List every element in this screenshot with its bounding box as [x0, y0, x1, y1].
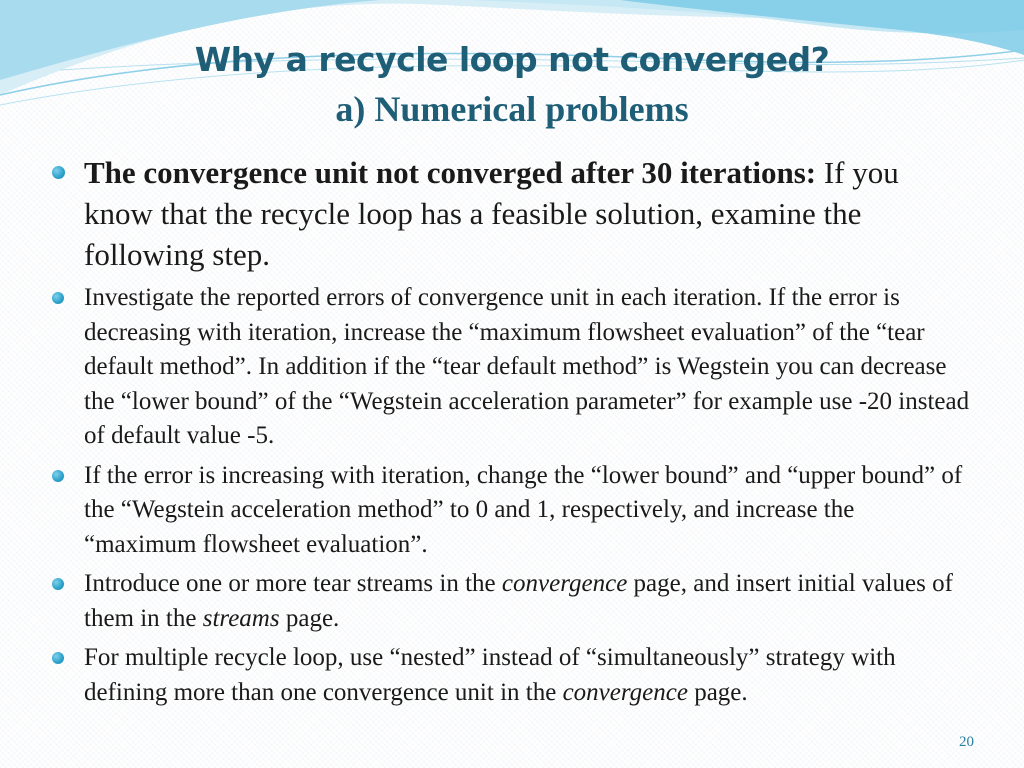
bullet-text: If the error is increasing with iteration, change the “lower bound” and “upper bound” of the “Wegstein acceleration method” to 0 and 1, respectively, and increase the “maximum flowsheet evaluation”. — [84, 461, 963, 558]
bullet-italic-text: convergence — [562, 678, 688, 706]
slide-title: Why a recycle loop not converged? — [194, 40, 830, 79]
bullet-dot-icon — [52, 652, 64, 664]
bullet-item — [52, 281, 972, 454]
bullet-item — [52, 641, 972, 710]
bullet-text: If you know that the recycle loop has a feasible solution, examine the following step. — [84, 155, 899, 272]
bullet-text: page, and insert initial values of them in the — [84, 570, 953, 632]
bullet-list — [52, 152, 972, 715]
bullet-italic-text: streams — [202, 604, 280, 632]
bullet-dot-icon — [52, 470, 64, 482]
slide-subtitle: a) Numerical problems — [335, 89, 689, 129]
bullet-text: page. — [687, 678, 748, 706]
bullet-text: For multiple recycle loop, use “nested” instead of “simultaneously” strategy with defining more than one convergence unit in the — [84, 644, 896, 706]
bullet-dot-icon — [52, 292, 64, 304]
bullet-item — [52, 152, 972, 275]
bullet-text: Investigate the reported errors of convergence unit in each iteration. If the error is decreasing with iteration, increase the “maximum flowsheet evaluation” of the “tear default method”. In addition if the “tear default method” is Wegstein you can decrease the “lower bound” of the “Wegstein acceleration parameter” for example use -20 instead of default value -5. — [84, 284, 970, 449]
bullet-text: Introduce one or more tear streams in the — [84, 570, 502, 597]
bullet-italic-text: convergence — [501, 570, 628, 597]
bullet-dot-icon — [52, 578, 64, 590]
bullet-text: page. — [279, 604, 340, 632]
bullet-dot-icon — [52, 166, 65, 179]
bullet-bold-text: The convergence unit not converged after 30 iterations: — [84, 155, 817, 190]
page-number: 20 — [959, 734, 974, 750]
bullet-item — [52, 459, 972, 563]
bullet-item — [52, 567, 972, 636]
